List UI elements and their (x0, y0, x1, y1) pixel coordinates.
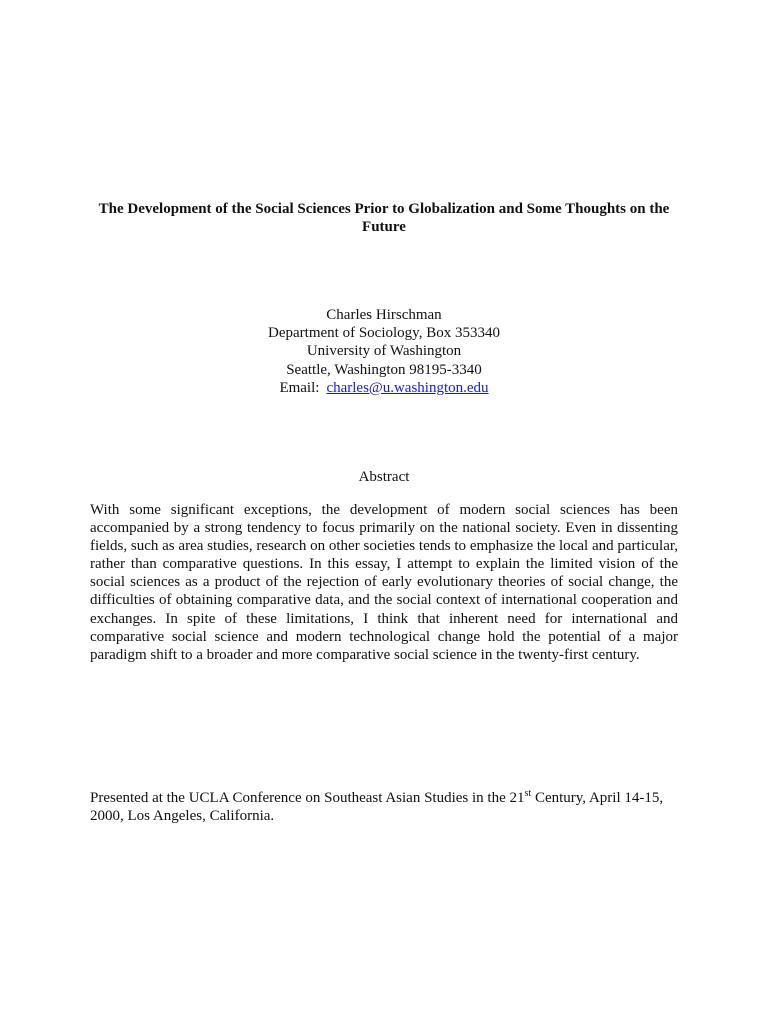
email-link[interactable]: charles@u.washington.edu (326, 379, 489, 396)
author-block (0, 306, 768, 397)
paper-title: The Development of the Social Sciences Prior to Globalization and Some Thoughts on the Future (98, 201, 670, 235)
author-email-line (0, 379, 768, 397)
author-institution: University of Washington (306, 343, 462, 360)
author-city: Seattle, Washington 98195-3340 (286, 361, 482, 378)
ordinal-superscript: st (524, 788, 532, 799)
abstract-text: With some significant exceptions, the development of modern social sciences has been accompanied by a strong tendency to focus primarily on the national society. Even in dissenting fields, such as area studies, research on other societies tends to emphasize the local and particular, rather than comparative questions. In this essay, I attempt to explain the limited vision of the social sciences as a product of the rejection of early evolutionary theories of social change, the difficulties of obtaining comparative data, and the social context of international cooperation and exchanges. In spite of these limitations, I think that inherent need for international and comparative social science and modern technological change hold the potential of a major paradigm shift to a broader and more comparative social science in the twenty-first century. (90, 502, 678, 663)
email-label: Email: (279, 379, 320, 396)
abstract-heading: Abstract (358, 469, 410, 485)
presented-note (90, 789, 678, 825)
presented-text-after: Century, April 14-15, 2000, Los Angeles, California. (90, 790, 664, 824)
author-name: Charles Hirschman (326, 307, 442, 323)
presented-text-before: Presented at the UCLA Conference on Southeast Asian Studies in the 21 (90, 790, 525, 806)
author-department: Department of Sociology, Box 353340 (268, 325, 500, 342)
